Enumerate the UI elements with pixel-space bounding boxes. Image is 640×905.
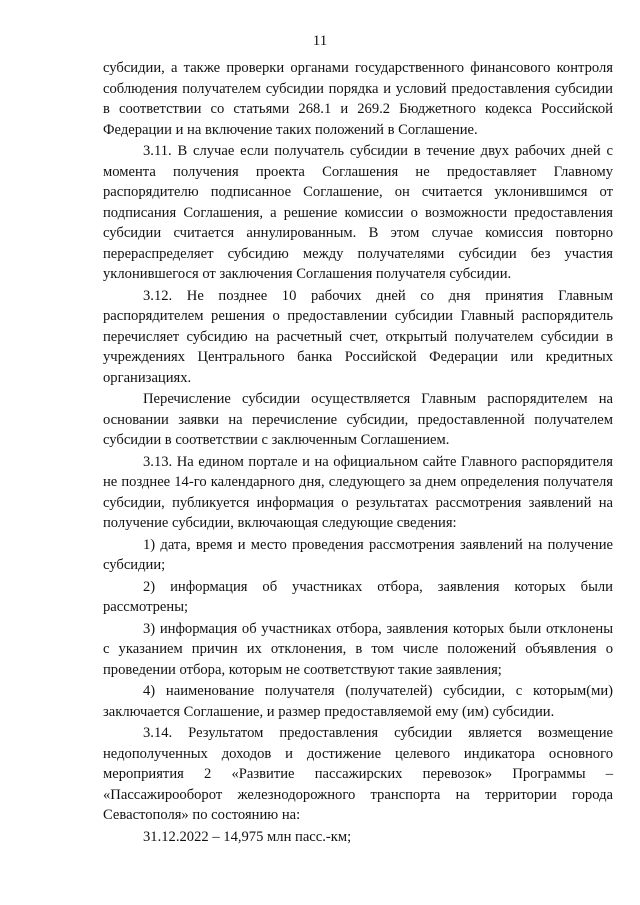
paragraph-3-12: 3.12. Не позднее 10 рабочих дней со дня принятия Главным распорядителем решения о предоставлении субсидии Главный распорядитель перечисляет субсидию на расчетный счет, открытый получателем субсидии в учреждениях Центрального банка Российской Федерации или кредитных организациях. — [103, 287, 613, 386]
paragraph-3-13: 3.13. На едином портале и на официальном сайте Главного распорядителя не позднее 14-го календарного дня, следующего за днем определения получателя субсидии, публикуется информация о результатах рассмотрения заявлений на получение субсидии, включающая следующие сведения: — [103, 453, 613, 531]
list-item-4: 4) наименование получателя (получателей) субсидии, с которым(ми) заключается Соглашение, и размер предоставляемой ему (им) субсидии. — [103, 683, 613, 720]
paragraph-subsidy-control: субсидии, а также проверки органами государственного финансового контроля соблюдения получателем субсидии порядка и условий предоставления субсидии в соответствии со статьями 268.1 и 269.2 Бюджетного кодекса Российской Федерации и на включение таких положений в Соглашение. — [103, 60, 613, 138]
list-item-3: 3) информация об участниках отбора, заявления которых были отклонены с указанием причин их отклонения, в том числе положений объявления о проведении отбора, которым не соответствуют такие заявления; — [103, 620, 613, 678]
page-number: 11 — [312, 33, 328, 49]
paragraph-3-11: 3.11. В случае если получатель субсидии в течение двух рабочих дней с момента получения проекта Соглашения не предоставляет Главному распорядителю подписанное Соглашение, он считается уклонившимся от подписания Соглашения, а решение комиссии о возможности предоставления субсидии считается аннулированным. В этом случае комиссия повторно перераспределяет субсидию между получателями субсидии без участия уклонившегося от заключения Соглашения получателя субсидии. — [103, 143, 613, 282]
list-item-2: 2) информация об участниках отбора, заявления которых были рассмотрены; — [103, 578, 613, 615]
indicator-value: 31.12.2022 – 14,975 млн пасс.-км; — [143, 828, 352, 845]
list-item-1: 1) дата, время и место проведения рассмотрения заявлений на получение субсидии; — [103, 536, 613, 573]
paragraph-transfer: Перечисление субсидии осуществляется Главным распорядителем на основании заявки на перечисление субсидии, предоставленной получателем субсидии в соответствии с заключенным Соглашением. — [103, 391, 613, 448]
document-body — [103, 58, 613, 848]
paragraph-3-14: 3.14. Результатом предоставления субсидии является возмещение недополученных доходов и достижение целевого индикатора основного мероприятия 2 «Развитие пассажирских перевозок» Программы – «Пассажирооборот железнодорожного транспорта на территории города Севастополя» по состоянию на: — [103, 725, 613, 823]
